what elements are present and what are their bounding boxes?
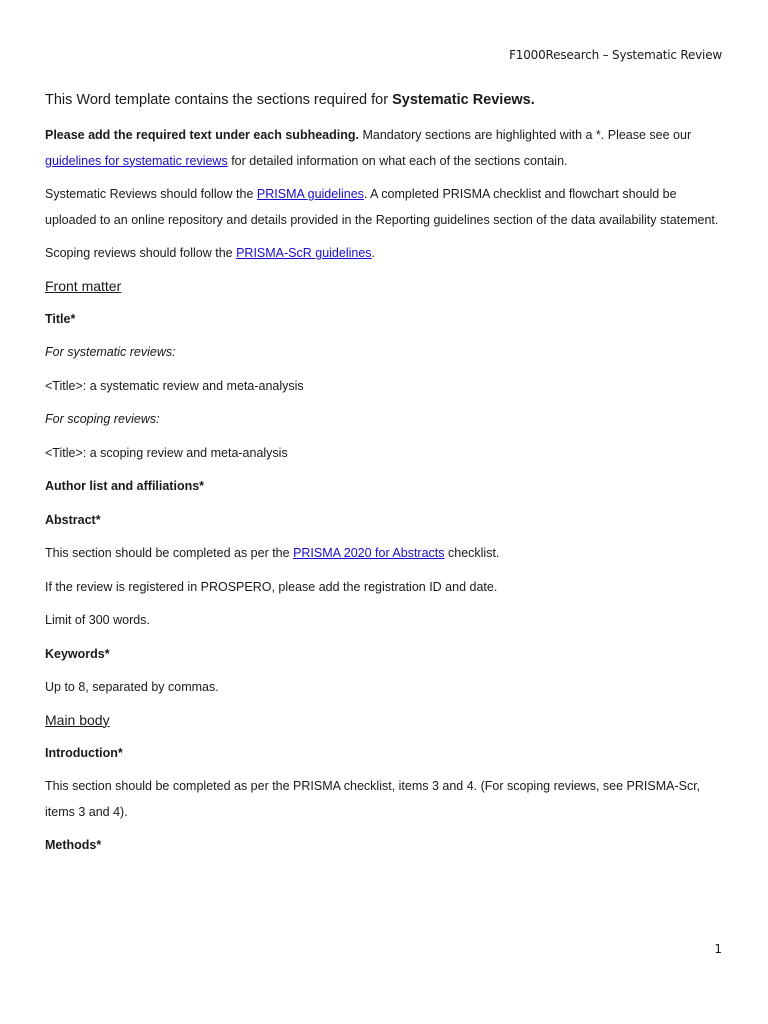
keywords-note: Up to 8, separated by commas. (45, 680, 219, 694)
subheading-abstract: Abstract* (45, 512, 101, 527)
document-body (45, 89, 725, 867)
prisma-abstracts-link[interactable]: PRISMA 2020 for Abstracts (293, 546, 445, 560)
subheading-keywords: Keywords* (45, 646, 110, 661)
running-header: F1000Research – Systematic Review (509, 48, 722, 62)
instructions-paragraph (45, 123, 725, 174)
scoping-paragraph (45, 241, 725, 267)
abstract-text-1: This section should be completed as per the (45, 546, 294, 560)
instructions-text-1: Mandatory sections are highlighted with a *. Please see our (358, 128, 692, 142)
guidelines-link[interactable]: guidelines for systematic reviews (45, 153, 228, 168)
introduction-note: This section should be completed as per the PRISMA checklist, items 3 and 4. (For scoping reviews, see PRISMA-Scr, items 3 and 4). (45, 779, 701, 819)
prospero-note: If the review is registered in PROSPERO, please add the registration ID and date. (45, 579, 498, 594)
prisma-scr-link[interactable]: PRISMA-ScR guidelines (236, 246, 372, 260)
prisma-text-2: . A completed PRISMA checklist and flowchart should be uploaded to an online repository and details provided in the Reporting guidelines section of the data availability statement. (45, 187, 719, 227)
abstract-text-2: checklist. (444, 546, 500, 560)
intro-lead: This Word template contains the sections required for (45, 92, 393, 108)
scoping-text-1: Scoping reviews should follow the (45, 246, 237, 260)
subheading-authors: Author list and affiliations* (45, 479, 205, 493)
prisma-guidelines-link[interactable]: PRISMA guidelines (256, 187, 364, 201)
section-heading-main-body: Main body (45, 711, 110, 728)
instructions-text-2: for detailed information on what each of the sections contain. (227, 153, 568, 168)
systematic-title-example: <Title>: a systematic review and meta-analysis (45, 378, 304, 393)
page-number: 1 (714, 942, 722, 956)
subheading-introduction: Introduction* (45, 745, 123, 760)
prisma-text-1: Systematic Reviews should follow the (45, 187, 257, 201)
scoping-reviews-label: For scoping reviews: (45, 412, 160, 426)
abstract-instructions (45, 541, 725, 567)
subheading-methods: Methods* (45, 838, 102, 852)
systematic-reviews-label: For systematic reviews: (45, 345, 176, 359)
template-intro (45, 89, 725, 111)
subheading-title: Title* (45, 311, 76, 326)
word-limit-note: Limit of 300 words. (45, 613, 150, 627)
scoping-title-example: <Title>: a scoping review and meta-analysis (45, 445, 288, 460)
instructions-bold: Please add the required text under each subheading. (45, 128, 359, 142)
intro-bold: Systematic Reviews. (392, 92, 535, 108)
section-heading-front-matter: Front matter (45, 277, 122, 294)
scoping-text-2: . (371, 246, 376, 260)
prisma-paragraph (45, 182, 725, 233)
